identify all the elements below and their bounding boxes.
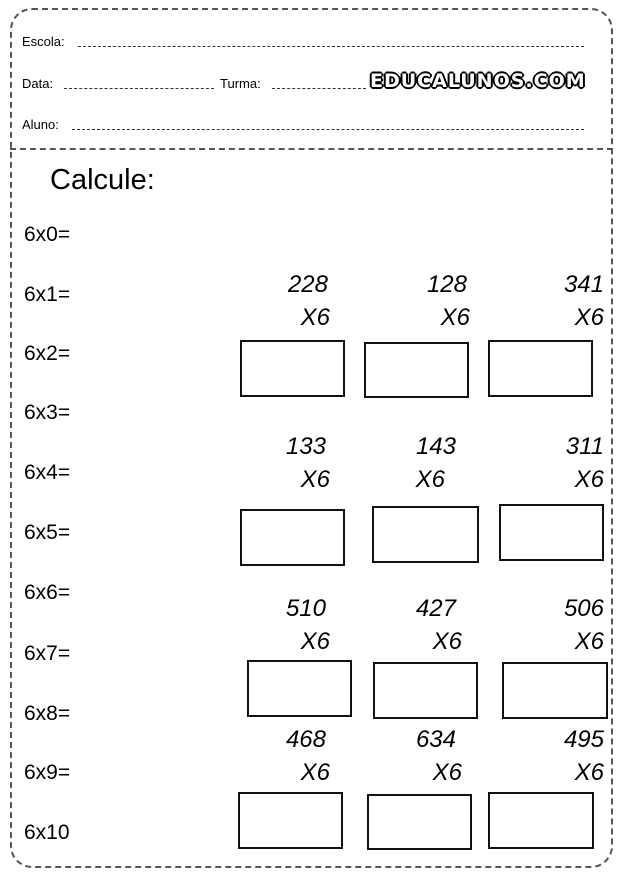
- answer-box[interactable]: [238, 792, 343, 849]
- answer-box[interactable]: [373, 662, 478, 719]
- answer-box[interactable]: [240, 340, 345, 397]
- answer-box[interactable]: [367, 794, 472, 850]
- problem-number: 634: [415, 726, 456, 753]
- educalunos-logo: EDUCALUNOS.COM: [370, 70, 586, 92]
- answer-box[interactable]: [364, 342, 469, 398]
- times-table-item: 6x2=: [24, 342, 71, 365]
- problem-number: 427: [415, 595, 456, 622]
- student-field[interactable]: [72, 129, 584, 130]
- problem-multiplier: X6: [300, 466, 330, 493]
- times-table-item: 6x5=: [24, 521, 71, 544]
- class-field[interactable]: [272, 88, 366, 89]
- answer-box[interactable]: [240, 509, 345, 566]
- problem-number: 143: [415, 433, 456, 460]
- problem-multiplier: X6: [440, 304, 470, 331]
- problem-number: 133: [285, 433, 326, 460]
- problem-multiplier: X6: [432, 628, 462, 655]
- page-title: Calcule:: [50, 164, 155, 196]
- times-table-item: 6x4=: [24, 461, 71, 484]
- problem-multiplier: X6: [432, 759, 462, 786]
- times-table-item: 6x7=: [24, 642, 71, 665]
- student-label: Aluno:: [22, 117, 59, 132]
- answer-box[interactable]: [372, 506, 479, 563]
- answer-box[interactable]: [502, 662, 608, 719]
- problem-multiplier: X6: [574, 759, 604, 786]
- answer-box[interactable]: [488, 340, 593, 397]
- times-table-item: 6x9=: [24, 761, 71, 784]
- problem-multiplier: X6: [574, 628, 604, 655]
- times-table-item: 6x3=: [24, 401, 71, 424]
- times-table-item: 6x1=: [24, 283, 71, 306]
- problem-number: 495: [563, 726, 604, 753]
- problem-number: 341: [563, 271, 604, 298]
- class-label: Turma:: [220, 76, 261, 91]
- problem-multiplier: X6: [574, 304, 604, 331]
- answer-box[interactable]: [499, 504, 604, 561]
- problem-multiplier: X6: [300, 759, 330, 786]
- problem-number: 468: [285, 726, 326, 753]
- problem-multiplier: X6: [300, 304, 330, 331]
- times-table-item: 6x6=: [24, 581, 71, 604]
- date-label: Data:: [22, 76, 54, 91]
- times-table-item: 6x8=: [24, 702, 71, 725]
- school-field[interactable]: [78, 46, 584, 47]
- date-field[interactable]: [64, 88, 214, 89]
- answer-box[interactable]: [488, 792, 594, 849]
- school-label: Escola:: [22, 34, 65, 49]
- problem-multiplier: X6: [415, 466, 445, 493]
- problem-number: 510: [285, 595, 326, 622]
- problem-multiplier: X6: [574, 466, 604, 493]
- problem-number: 228: [287, 271, 328, 298]
- times-table-item: 6x10: [24, 821, 70, 844]
- times-table-item: 6x0=: [24, 223, 71, 246]
- problem-number: 506: [563, 595, 604, 622]
- problem-number: 311: [565, 433, 604, 460]
- problem-multiplier: X6: [300, 628, 330, 655]
- problem-number: 128: [426, 271, 467, 298]
- answer-box[interactable]: [247, 660, 352, 717]
- header-divider: [10, 148, 613, 150]
